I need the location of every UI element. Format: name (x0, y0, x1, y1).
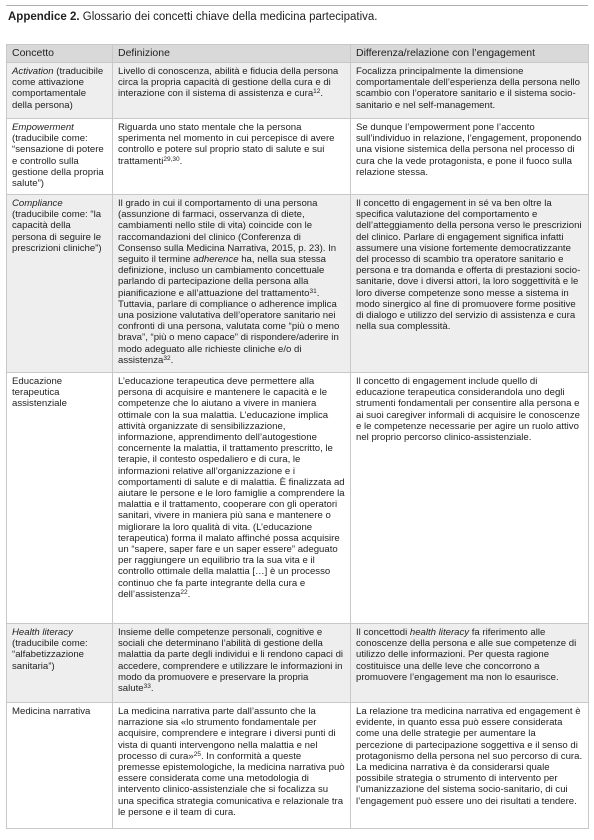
definition-ref: 31 (309, 287, 317, 295)
definition-ref: 25 (193, 750, 201, 758)
concept-cell (7, 624, 113, 703)
definition-cell (113, 624, 351, 703)
relation-cell (351, 63, 589, 119)
appendix-label: Appendice 2. (8, 11, 80, 23)
concept-cell (7, 195, 113, 373)
table-row (7, 703, 589, 829)
relation-cell (351, 119, 589, 195)
relation-text: Il concettodi (356, 627, 410, 638)
column-header-relazione: Differenza/relazione con l’engagement (351, 45, 589, 63)
definition-end: . (179, 155, 183, 167)
definition-end: . (150, 683, 154, 695)
definition-text: . Tuttavia, parlare di compliance o adherence implica una posizione valutativa dell’operatore sanitario nei confronti di una persona, valutata come “più o meno brava”, “più o meno capace” di rispondere/aderire in modo adeguato alle richieste cliniche e/o di assistenza (118, 287, 340, 366)
relation-text: fa riferimento alle conoscenze della persona e alle sue competenze di utilizzo delle informazioni. Per questa ragione costituisce una delle leve che concorrono a promuovere l’engagement ma non lo esaurisce. (356, 627, 577, 683)
definition-text: Riguarda uno stato mentale che la persona sperimenta nel momento in cui percepisce di avere controllo e potere sul proprio stato di salute e sui trattamenti (118, 122, 335, 167)
table-row (7, 624, 589, 703)
definition-cell (113, 195, 351, 373)
concept-term: Educazione terapeutica assistenziale (12, 376, 67, 410)
table-row (7, 63, 589, 119)
relation-text: Se dunque l’empowerment pone l’accento sull’individuo in relazione, l’engagement, proponendo una visione sistemica della persona nel processo di cura che la vede protagonista, e pone il fuoco sulla relazione stessa. (356, 122, 582, 178)
definition-cell (113, 63, 351, 119)
definition-end: . (170, 354, 174, 366)
concept-note: (traducibile come: “sensazione di potere e controllo sulla gestione della propria salute”) (12, 133, 104, 190)
column-header-concetto: Concetto (7, 45, 113, 63)
definition-cell (113, 119, 351, 195)
definition-text: Il grado in cui il comportamento di una persona (assunzione di farmaci, osservanza di diete, cambiamenti nello stile di vita) coincide con le raccomandazioni del clinico (Conferenza di Consenso sulla Medicina Narrativa, 2015, p. 23). In seguito il termine (118, 198, 337, 266)
definition-ref: 22 (180, 588, 188, 596)
concept-term: Compliance (12, 198, 63, 209)
concept-note: (traducibile come: “alfabetizzazione sanitaria”) (12, 638, 88, 672)
concept-term: Medicina narrativa (12, 706, 91, 717)
concept-cell (7, 703, 113, 829)
concept-cell (7, 373, 113, 624)
appendix-caption: Glossario dei concetti chiave della medicina partecipativa. (82, 11, 378, 23)
relation-emphasis: health literacy (409, 627, 470, 638)
definition-text: Insieme delle competenze personali, cognitive e sociali che determinano l’abilità di gestione della malattia da parte degli individui e li rendono capaci di accedere, comprendere e utilizzare le informazioni in modo da promuovere e preservare la propria salute (118, 627, 344, 695)
relation-cell (351, 624, 589, 703)
definition-text: . In conformità a queste premesse epistemologiche, la medicina narrativa può essere considerata come una metodologia di intervento clinico-assistenziale che si focalizza su una specifica strategia comunicativa e relazionale tra le persone e il team di cura. (118, 750, 345, 818)
definition-emphasis: adherence (193, 254, 239, 266)
table-row (7, 373, 589, 624)
definition-text: Livello di conoscenza, abilità e fiducia della persona circa la propria capacità di gestione della cura e di interazione con il sistema di assistenza e cura (118, 66, 339, 100)
concept-note: (traducibile come: “la capacità della persona di seguire le prescrizioni cliniche”) (12, 209, 102, 254)
table-header-row (7, 45, 589, 63)
table-row (7, 195, 589, 373)
relation-text: Il concetto di engagement in sé va ben oltre la specifica valutazione del comportamento e dell’atteggiamento della persona verso le prescrizioni del clinico. Parlare di engagement significa infatti assumere una visione fortemente democratizzante del processo di scambio tra operatore sanitario e persona e tra domanda e offerta di prestazioni socio-sanitarie, dove i diversi attori, la loro soggettività e le loro diverse competenze sono messe a sistema in modo sinergico al fine di promuovere forme positive di dialogo e utilizzo del servizio di assistenza e cura nella sua complessità. (356, 198, 582, 333)
relation-text: La relazione tra medicina narrativa ed engagement è evidente, in quanto essa può essere considerata come una delle strategie per aumentare la percezione di partecipazione soggettiva e il senso di protagonismo della persona nel suo percorso di cura. La medicina narrativa è da considerarsi quale possibile strategia o strumento di intervento per l’umanizzazione del sistema socio-sanitario, di cui l’engagement può essere uno dei risultati a tendere. (356, 706, 583, 807)
definition-text: ha, nella sua stessa definizione, incluso un cambiamento concettuale parlando di partecipazione della persona alla pianificazione e all’attuazione del trattamento (118, 254, 326, 299)
definition-ref: 33 (143, 683, 151, 691)
concept-note: (traducibile come attivazione comportamentale della persona) (12, 66, 104, 111)
relation-text: Il concetto di engagement include quello di educazione terapeutica considerandola uno degli strumenti fondamentali per consentire alla persona e ai suoi caregiver informali di acquisire le conoscenze e le competenze necessarie per agire un ruolo attivo nel proprio percorso clinico-assistenziale. (356, 376, 580, 444)
table-row (7, 119, 589, 195)
concept-term: Activation (12, 66, 54, 77)
definition-text: La medicina narrativa parte dall’assunto che la narrazione sia «lo strumento fondamentale per acquisire, comprendere e integrare i diversi punti di vista di quanti intervengono nella malattia e nel processo di cura» (118, 706, 336, 762)
glossary-table (6, 44, 589, 829)
definition-end: . (320, 88, 324, 100)
relation-text: Focalizza principalmente la dimensione comportamentale dell’esperienza della persona nello scambio con l’operatore sanitario e il sistema socio-sanitario e nel self-management. (356, 66, 580, 111)
relation-cell (351, 703, 589, 829)
relation-cell (351, 373, 589, 624)
definition-end: . (187, 588, 191, 600)
definition-ref: 12 (313, 88, 321, 96)
definition-ref: 32 (163, 354, 171, 362)
definition-ref: 29,30 (163, 155, 180, 163)
concept-term: Empowerment (12, 122, 74, 133)
column-header-definizione: Definizione (113, 45, 351, 63)
definition-cell (113, 703, 351, 829)
appendix-title (8, 10, 588, 25)
relation-cell (351, 195, 589, 373)
top-rule (6, 5, 588, 6)
concept-cell (7, 63, 113, 119)
concept-cell (7, 119, 113, 195)
definition-text: L’educazione terapeutica deve permettere alla persona di acquisire e mantenere le capacità e le competenze che lo aiutano a vivere in maniera ottimale con la sua malattia. L’educazione implica attività organizzate di sensibilizzazione, informazione, apprendimento dell’autogestione concernente la malattia, il trattamento prescritto, le terapie, il contesto ospedaliero e di cura, le informazioni relative all’organizzazione e i comportamenti di salute e di malattia. È finalizzata ad aiutare le persone e le loro famiglie a comprendere la malattia e il trattamento, cooperare con gli operatori sanitari, vivere in maniera più sana e mantenere o migliorare la loro qualità di vita. (L’educazione terapeutica) forma il malato affinché possa acquisire un “sapere, saper fare e un saper essere” adeguato per raggiungere un equilibrio tra la sua vita e il controllo ottimale della malattia […] è un processo continuo che fa parte integrante della cura e dell’assistenza (118, 376, 345, 600)
concept-term: Health literacy (12, 627, 73, 638)
definition-cell (113, 373, 351, 624)
